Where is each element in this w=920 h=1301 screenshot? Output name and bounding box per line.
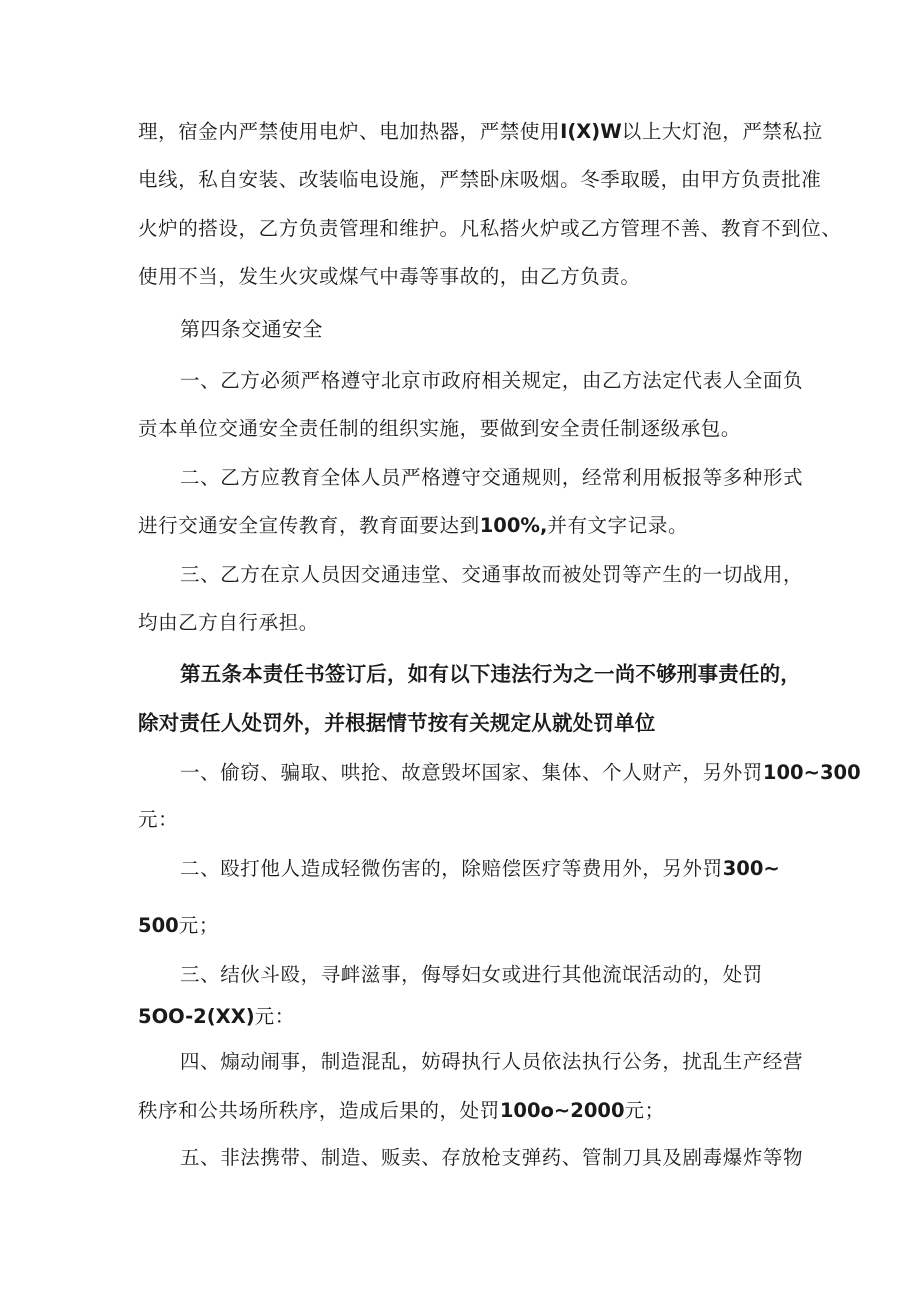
section-heading-5: 第五条本责任书签订后，如有以下违法行为之一尚不够刑事责任的， [180, 662, 801, 686]
paragraph-line: 500元； [138, 914, 219, 937]
paragraph-line: 三、结伙斗殴，寻衅滋事，侮辱妇女或进行其他流氓活动的，处罚 [180, 963, 763, 986]
paragraph-line: 贡本单位交通安全责任制的组织实施，要做到安全责任制逐级承包。 [138, 417, 742, 440]
section-heading-4: 第四条交通安全 [180, 317, 323, 341]
paragraph-line: 理，宿金内严禁使用电炉、电加热器，严禁使用I(X)W以上大灯泡，严禁私拉 [138, 120, 823, 143]
paragraph-line: 三、乙方在京人员因交通违堂、交通事故而被处罚等产生的一切战用， [180, 563, 804, 586]
paragraph-line: 一、偷窃、骗取、哄抢、故意毁坏国家、集体、个人财产，另外罚100~300 [180, 761, 861, 784]
paragraph-line: 元： [138, 808, 179, 831]
paragraph-line: 五、非法携带、制造、贩卖、存放枪支弹药、管制刀具及剧毒爆炸等物 [180, 1146, 804, 1169]
paragraph-line: 二、殴打他人造成轻微伤害的，除赔偿医疗等费用外，另外罚300~ [180, 857, 780, 880]
paragraph-line: 火炉的搭设，乙方负责管理和维护。凡私搭火炉或乙方管理不善、教育不到位、 [138, 217, 842, 240]
paragraph-line: 二、乙方应教育全体人员严格遵守交通规则，经常利用板报等多种形式 [180, 466, 804, 489]
section-heading-5-cont: 除对责任人处罚外，并根据情节按有关规定从就处罚单位 [138, 711, 656, 735]
paragraph-line: 进行交通安全宣传教育，教育面要达到100%,并有文字记录。 [138, 514, 689, 537]
paragraph-line: 均由乙方自行承担。 [138, 611, 319, 634]
paragraph-line: 四、煽动闹事，制造混乱，妨碍执行人员依法执行公务，扰乱生产经营 [180, 1050, 804, 1073]
paragraph-line: 一、乙方必须严格遵守北京市政府相关规定，由乙方法定代表人全面负 [180, 369, 804, 392]
paragraph-line: 使用不当，发生火灾或煤气中毒等事故的，由乙方负责。 [138, 265, 641, 288]
paragraph-line: 5OO-2(XX)元： [138, 1005, 295, 1028]
paragraph-line: 电线，私自安装、改装临电设施，严禁卧床吸烟。冬季取暖，由甲方负责批准 [138, 168, 822, 191]
paragraph-line: 秩序和公共场所秩序，造成后果的，处罚100o~2000元； [138, 1099, 665, 1122]
